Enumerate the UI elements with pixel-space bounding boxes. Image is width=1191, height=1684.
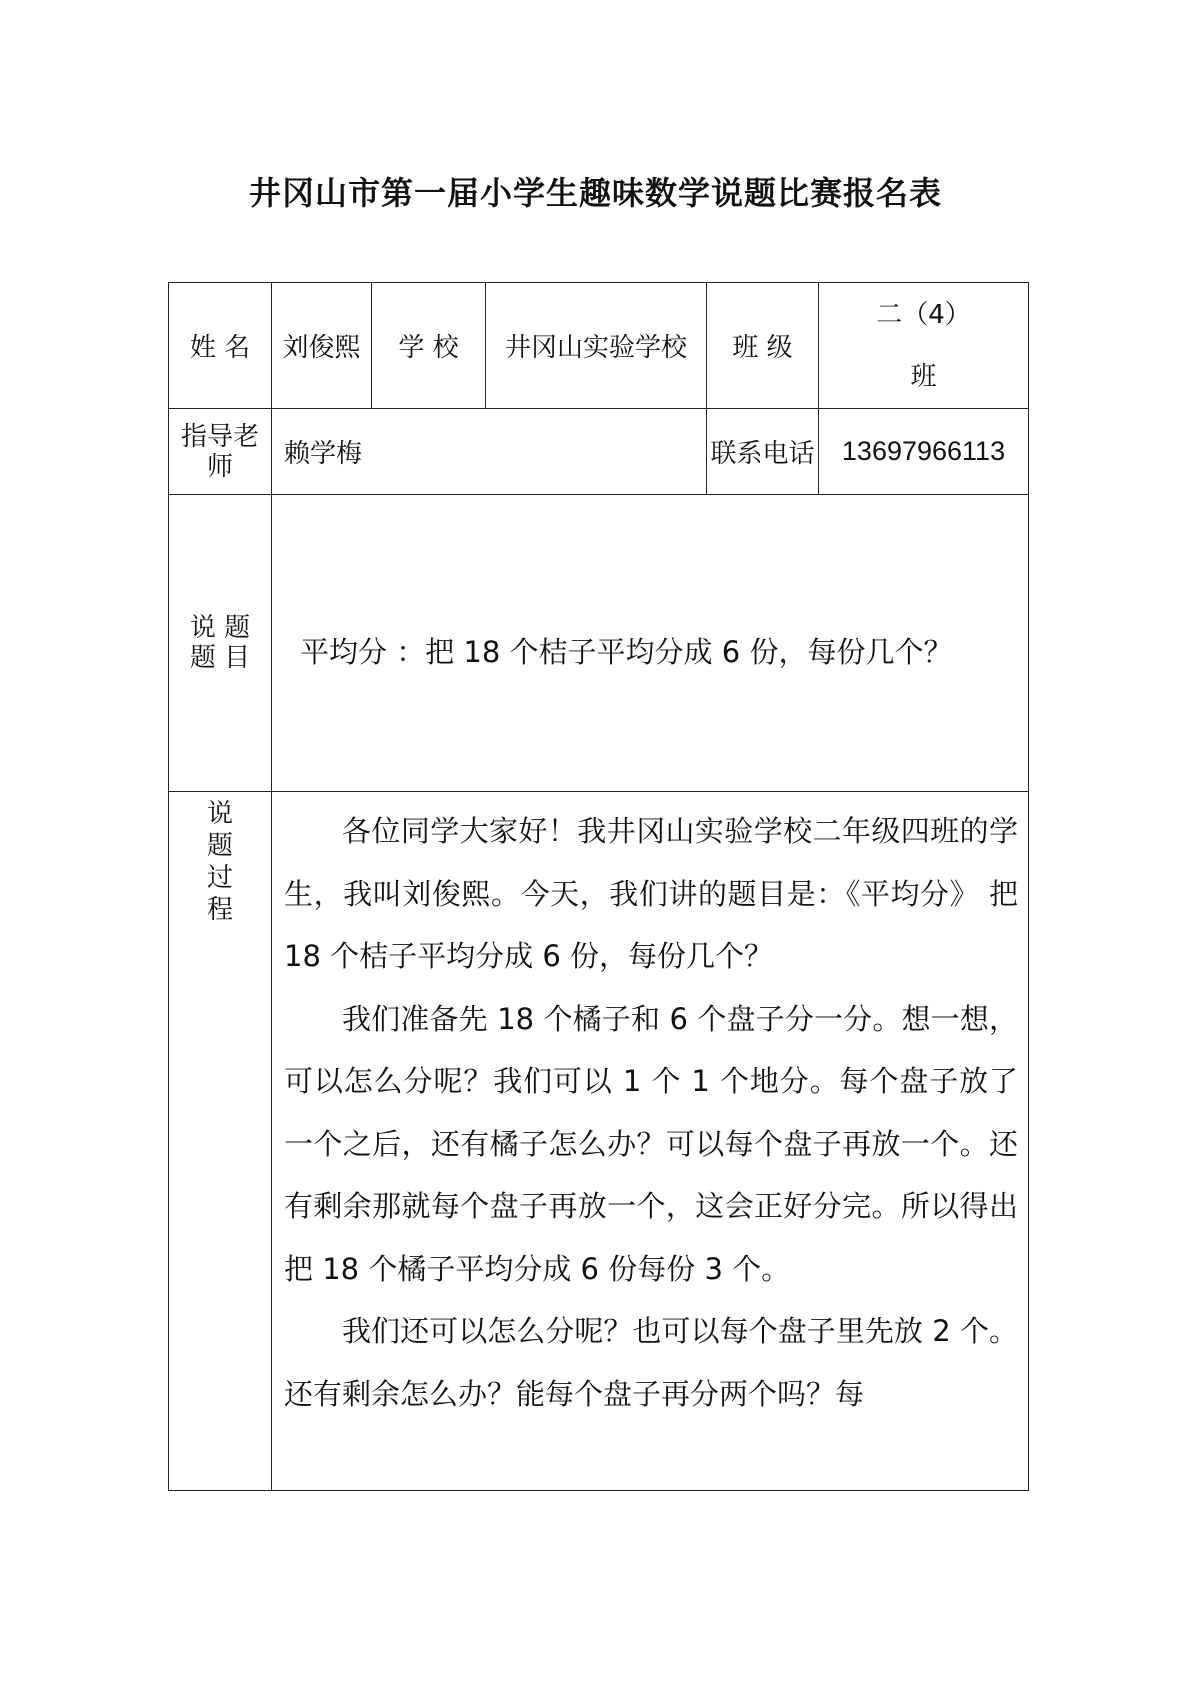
topic-label-line1: 说 题 bbox=[189, 613, 251, 643]
class-value-line1: 二（4） bbox=[876, 299, 971, 330]
row-process bbox=[169, 792, 1029, 1491]
topic-label bbox=[169, 495, 272, 792]
process-content-cell bbox=[272, 792, 1029, 1491]
school-label: 学 校 bbox=[372, 283, 486, 409]
teacher-name: 赖学梅 bbox=[284, 439, 363, 469]
class-label: 班 级 bbox=[707, 283, 819, 409]
teacher-value bbox=[272, 409, 707, 495]
class-value bbox=[819, 283, 1029, 409]
process-label-char: 过 bbox=[206, 863, 233, 893]
phone-label: 联系电话 bbox=[710, 439, 815, 469]
school-value: 井冈山实验学校 bbox=[486, 283, 707, 409]
phone-label-cell bbox=[707, 409, 819, 495]
row-basic-info bbox=[169, 283, 1029, 409]
process-paragraph: 各位同学大家好！我井冈山实验学校二年级四班的学生，我叫刘俊熙。今天，我们讲的题目是：《平均分》 把 18 个桔子平均分成 6 份，每份几个？ bbox=[284, 814, 1018, 973]
process-label-char: 程 bbox=[206, 895, 233, 925]
teacher-label-line2: 师 bbox=[206, 451, 233, 482]
topic-value-cell bbox=[272, 495, 1029, 792]
class-value-line2: 班 bbox=[910, 361, 937, 392]
teacher-label bbox=[169, 409, 272, 495]
process-paragraph: 我们准备先 18 个橘子和 6 个盘子分一分。想一想，可以怎么分呢？我们可以 1 个 1 个地分。每个盘子放了一个之后，还有橘子怎么办？可以每个盘子再放一个。还有剩余那就每个盘子再放一个，这会正好分完。所以得出把 18 个橘子平均分成 6 份每份 3 个。 bbox=[284, 1001, 1018, 1286]
process-paragraph: 我们还可以怎么分呢？也可以每个盘子里先放 2 个。还有剩余怎么办？能每个盘子再分两个吗？每 bbox=[284, 1314, 1018, 1411]
teacher-label-line1: 指导老 bbox=[180, 421, 259, 452]
process-label-char: 说 bbox=[206, 799, 233, 829]
name-value: 刘俊熙 bbox=[272, 283, 372, 409]
topic-label-line2: 题 目 bbox=[189, 643, 251, 673]
topic-value: 平均分 ：把 18 个桔子平均分成 6 份，每份几个？ bbox=[300, 634, 953, 669]
process-content bbox=[272, 792, 1028, 1490]
phone-value: 13697966113 bbox=[819, 409, 1029, 495]
process-label bbox=[169, 792, 272, 1491]
process-label-char: 题 bbox=[206, 831, 233, 861]
page-title: 井冈山市第一届小学生趣味数学说题比赛报名表 bbox=[248, 174, 942, 212]
row-teacher-info bbox=[169, 409, 1029, 495]
registration-form-table bbox=[168, 282, 1029, 1491]
row-topic bbox=[169, 495, 1029, 792]
name-label: 姓 名 bbox=[169, 283, 272, 409]
